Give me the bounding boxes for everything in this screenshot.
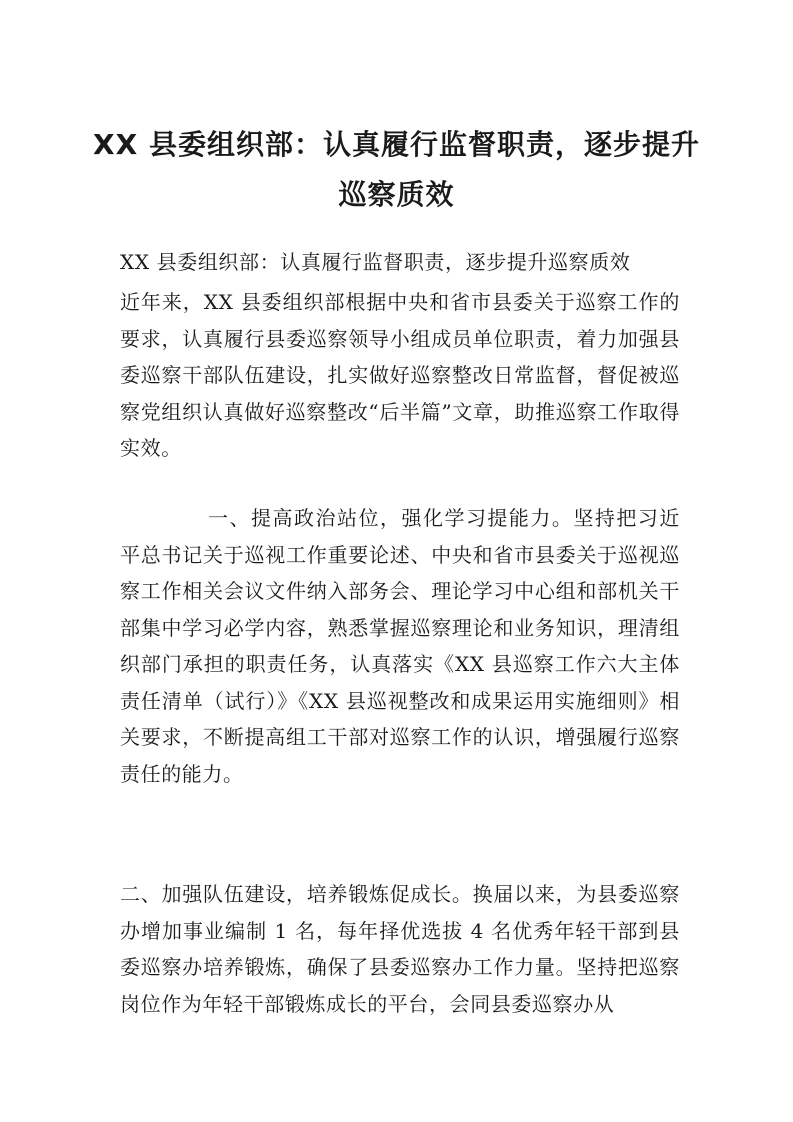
section-one-paragraph: 一、提高政治站位，强化学习提能力。坚持把习近平总书记关于巡视工作重要论述、中央和省市县委关于巡视巡察工作相关会议文件纳入部务会、理论学习中心组和部机关干部集中学习必学内容，熟悉掌握巡察理论和业务知识，理清组织部门承担的职责任务，认真落实《XX 县巡察工作六大主体责任清单（试行）》《XX 县巡视整改和成果运用实施细则》相关要求，不断提高组工干部对巡察工作的认识，增强履行巡察责任的能力。 [120,506,680,786]
section-two-paragraph: 二、加强队伍建设，培养锻炼促成长。换届以来，为县委巡察办增加事业编制 1 名，每年择优选拔 4 名优秀年轻干部到县委巡察办培养锻炼，确保了县委巡察办工作力量。坚持把巡察岗位作为年轻干部锻炼成长的平台，会同县委巡察办从 [120,882,680,1016]
repeated-title-line: XX 县委组织部：认真履行监督职责，逐步提升巡察质效 [120,250,631,274]
document-title: XX 县委组织部：认真履行监督职责，逐步提升巡察质效 [93,128,700,211]
intro-paragraph: 近年来，XX 县委组织部根据中央和省市县委关于巡察工作的要求，认真履行县委巡察领导小组成员单位职责，着力加强县委巡察干部队伍建设，扎实做好巡察整改日常监督，督促被巡察党组织认真做好巡察整改“后半篇”文章，助推巡察工作取得实效。 [120,290,680,460]
